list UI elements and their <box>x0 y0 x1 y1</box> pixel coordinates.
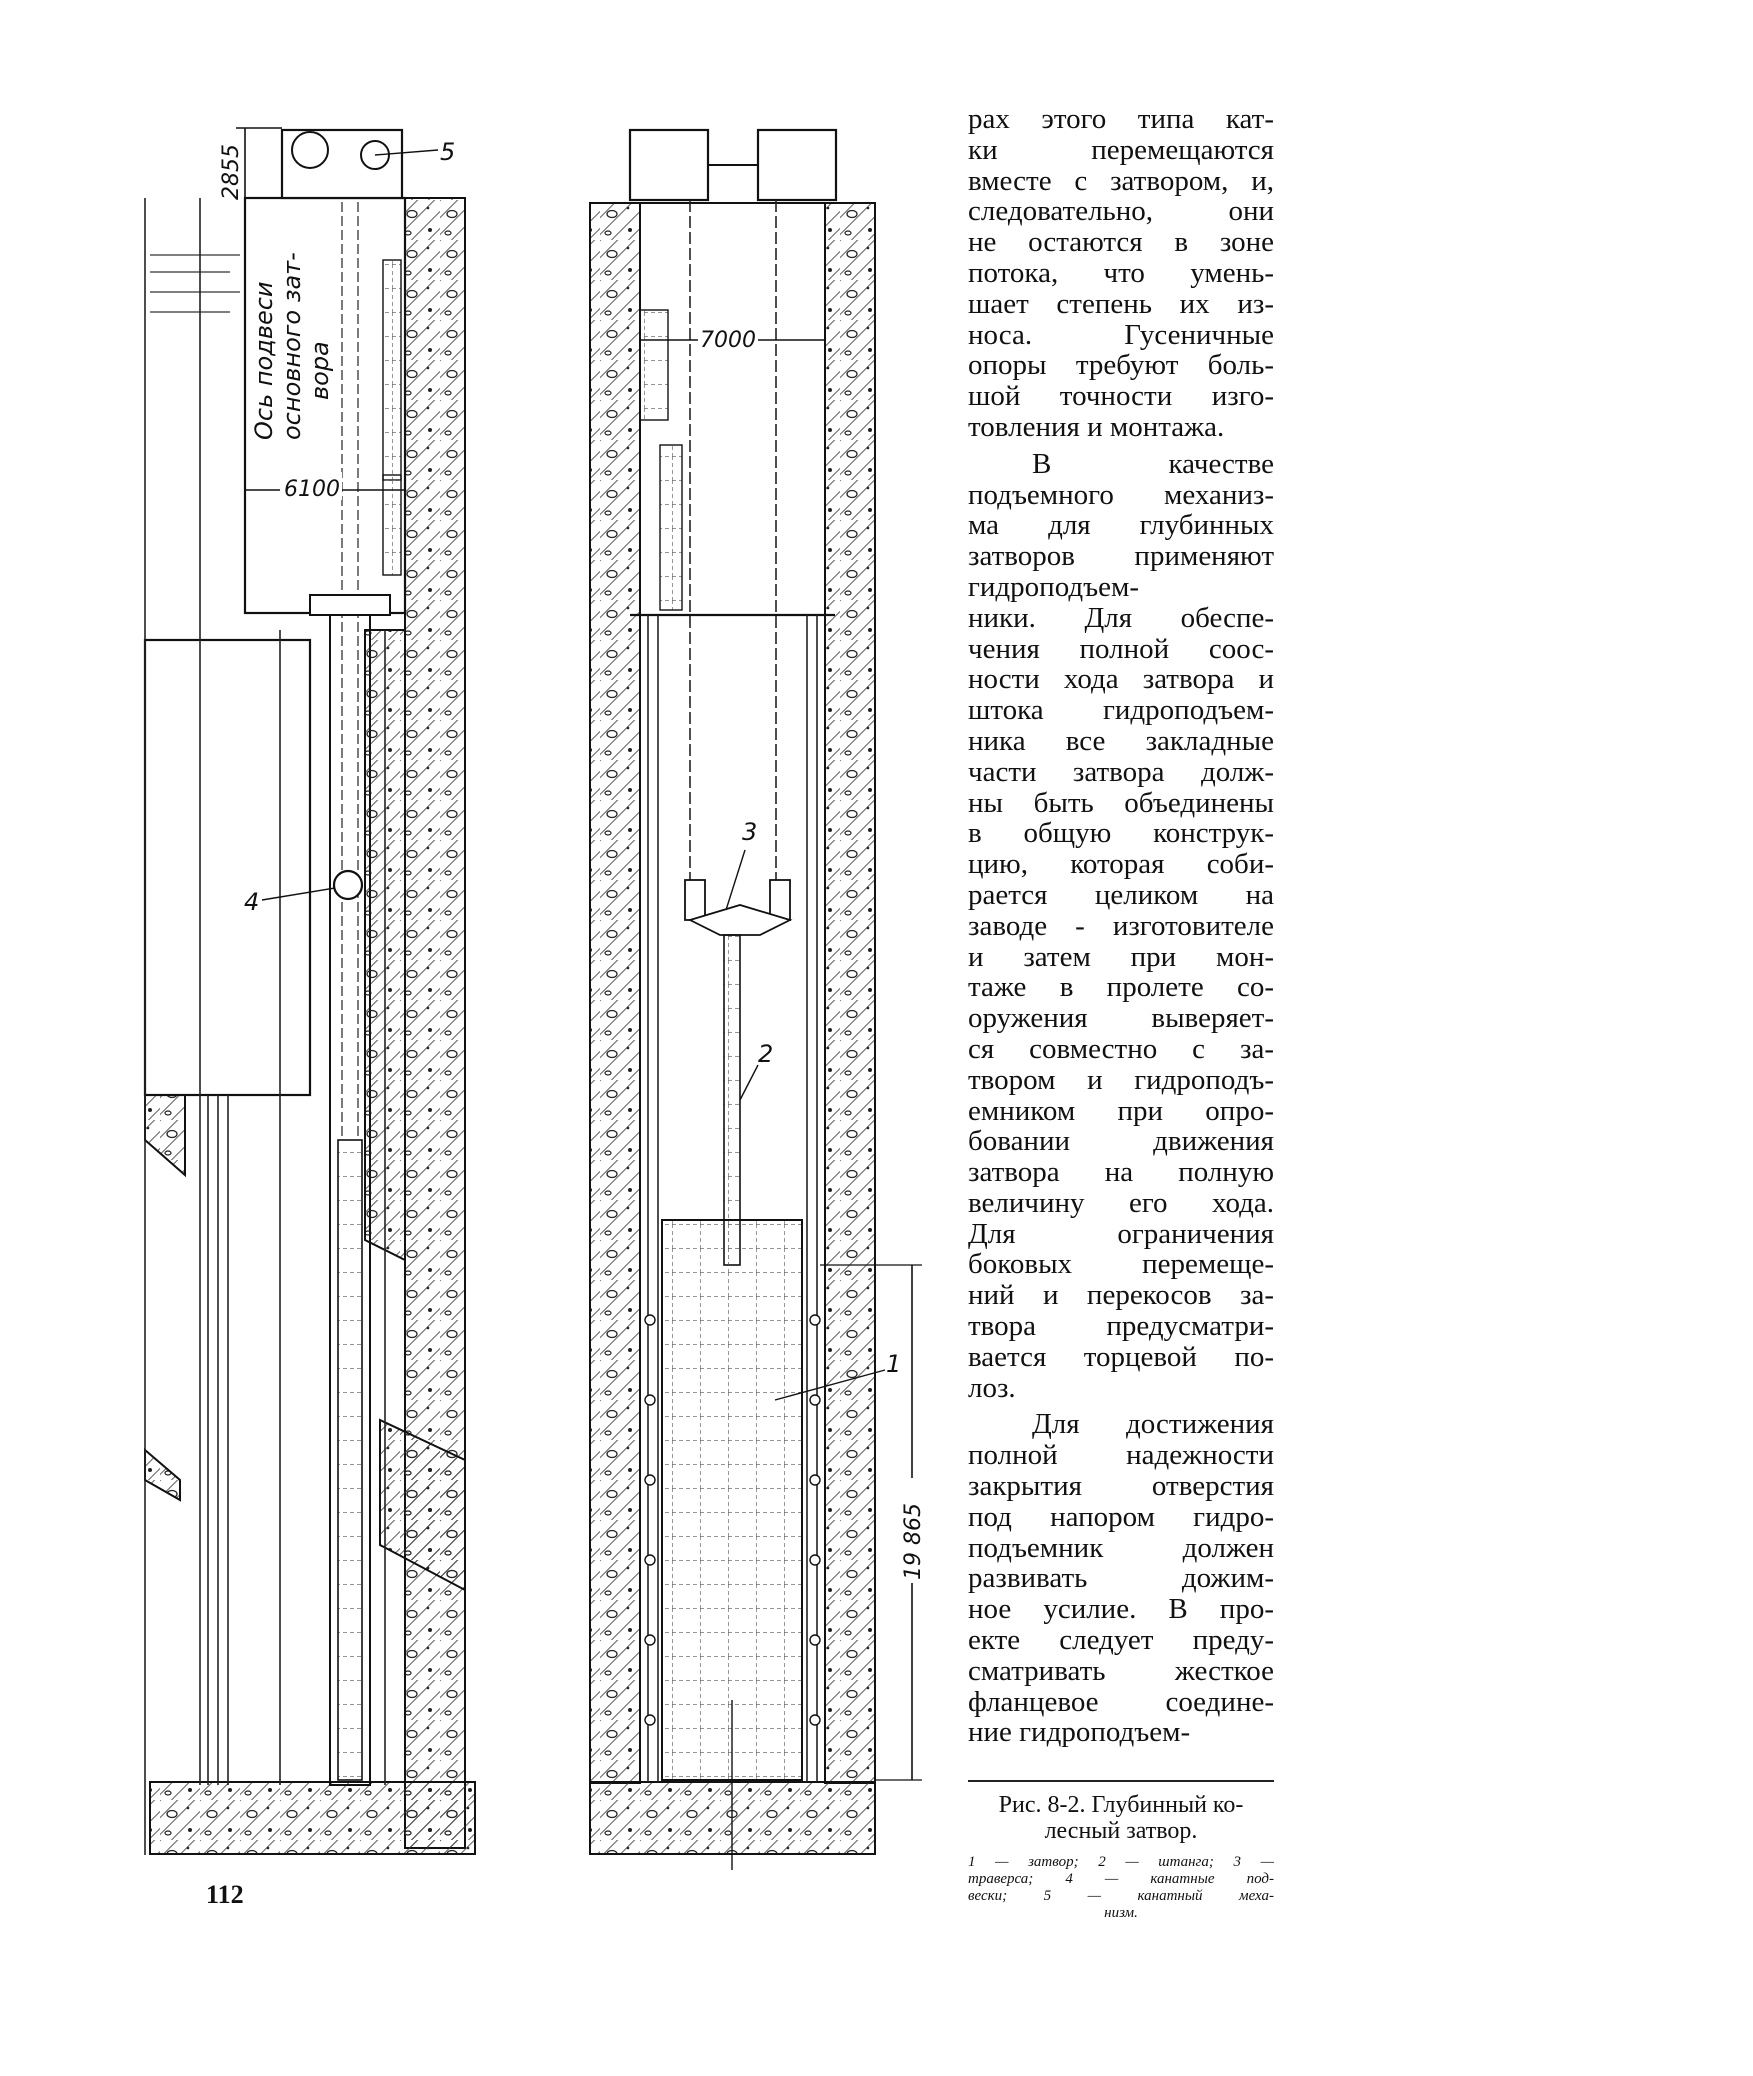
text-line: под напором гидро- <box>968 1501 1274 1533</box>
caption-legend: 1 — затвор; 2 — штанга; 3 — траверса; 4 — канатные под- вески; 5 — канатный меха- низм. <box>968 1854 1274 1921</box>
dim-7000: 7000 <box>700 328 756 353</box>
text-line: не остаются в зоне <box>968 227 1274 258</box>
callout-4: 4 <box>244 888 260 916</box>
text-line: чения полной соос- <box>968 633 1274 665</box>
left-section-drawing <box>145 128 475 1855</box>
dim-6100: 6100 <box>284 477 340 502</box>
text-line: товления и монтажа. <box>968 411 1225 443</box>
figure-caption <box>968 1780 1274 1922</box>
page-number: 112 <box>206 1880 244 1909</box>
text-line: и затем при мон- <box>968 941 1274 973</box>
callout-1: 1 <box>886 1350 902 1378</box>
text-line: бовании движения <box>968 1126 1274 1158</box>
text-line: затворов применяют <box>968 541 1274 572</box>
svg-text:вора: вора <box>306 341 334 400</box>
text-line: ки перемещаются <box>968 134 1274 166</box>
text-line: Для ограничения <box>968 1218 1274 1250</box>
text-line: закрытия отверстия <box>968 1471 1274 1502</box>
text-line: полной надежности <box>968 1440 1274 1472</box>
text-line: в общую конструк- <box>968 818 1274 850</box>
text-line: боковых перемеще- <box>968 1249 1274 1281</box>
text-line: опоры требуют боль- <box>968 350 1274 382</box>
text-line: таже в пролете со- <box>968 972 1274 1004</box>
text-line: ний и перекосов за- <box>968 1280 1274 1312</box>
body-text-column <box>968 104 1274 1748</box>
text-line: емником при опро- <box>968 1095 1274 1127</box>
text-line: фланцевое соедине- <box>968 1686 1274 1718</box>
text-line: екте следует преду- <box>968 1625 1274 1656</box>
text-line: носа. Гусеничные <box>968 319 1274 351</box>
text-line: твором и гидроподъ- <box>968 1064 1274 1096</box>
text-line: рается целиком на <box>968 879 1274 911</box>
text-line: ма для глубинных <box>968 510 1274 542</box>
caption-title: Рис. 8-2. Глубинный ко- лесный затвор. <box>998 1792 1244 1844</box>
text-line: вается торцевой по- <box>968 1341 1274 1373</box>
callout-5: 5 <box>440 138 456 166</box>
text-line: ника все закладные <box>968 725 1274 757</box>
text-line: лоз. <box>968 1372 1016 1404</box>
text-line: твора предусматри- <box>968 1311 1274 1342</box>
svg-text:Ось подвеси: Ось подвеси <box>250 281 278 440</box>
text-line: рах этого типа кат- <box>968 104 1274 135</box>
text-line: штока гидроподъем- <box>968 695 1274 726</box>
right-section-drawing <box>590 130 926 1870</box>
text-line: развивать дожим- <box>968 1563 1274 1595</box>
text-line: цию, которая соби- <box>968 849 1274 880</box>
callout-3: 3 <box>742 818 758 846</box>
text-line: ники. Для обеспе- <box>968 602 1274 634</box>
text-line: шой точности изго- <box>968 381 1274 412</box>
text-line: В качестве <box>1032 448 1274 480</box>
text-line: вместе с затвором, и, <box>968 165 1274 197</box>
text-line: ности хода затвора и <box>968 664 1274 696</box>
text-line: заводе - изготовителе <box>968 910 1274 942</box>
text-line: Для достижения <box>1032 1409 1274 1441</box>
text-line: подъемник должен <box>968 1532 1274 1564</box>
text-line: затвора на полную <box>968 1157 1274 1188</box>
text-line: следовательно, они <box>968 196 1274 228</box>
paragraph-2 <box>968 443 1274 1404</box>
text-line: сматривать жесткое <box>968 1655 1274 1687</box>
caption-rule <box>968 1780 1274 1782</box>
text-line: ное усилие. В про- <box>968 1594 1274 1626</box>
text-line: гидроподъем- <box>968 571 1139 603</box>
dim-19865: 19 865 <box>901 1503 926 1580</box>
text-line: оружения выверяет- <box>968 1003 1274 1034</box>
dim-2855: 2855 <box>219 144 244 200</box>
text-line: части затвора долж- <box>968 756 1274 788</box>
paragraph-3 <box>968 1403 1274 1748</box>
axis-note <box>250 252 334 440</box>
text-line: потока, что умень- <box>968 257 1274 289</box>
text-line: ны быть объединены <box>968 787 1274 819</box>
paragraph-1 <box>968 104 1274 443</box>
text-line: ся совместно с за- <box>968 1033 1274 1065</box>
text-line: величину его хода. <box>968 1187 1274 1219</box>
callout-2: 2 <box>758 1040 774 1068</box>
text-line: подъемного механиз- <box>968 479 1274 511</box>
svg-text:основного зат-: основного зат- <box>278 252 306 440</box>
text-line: шает степень их из- <box>968 288 1274 320</box>
text-line: ние гидроподъем- <box>968 1717 1191 1749</box>
